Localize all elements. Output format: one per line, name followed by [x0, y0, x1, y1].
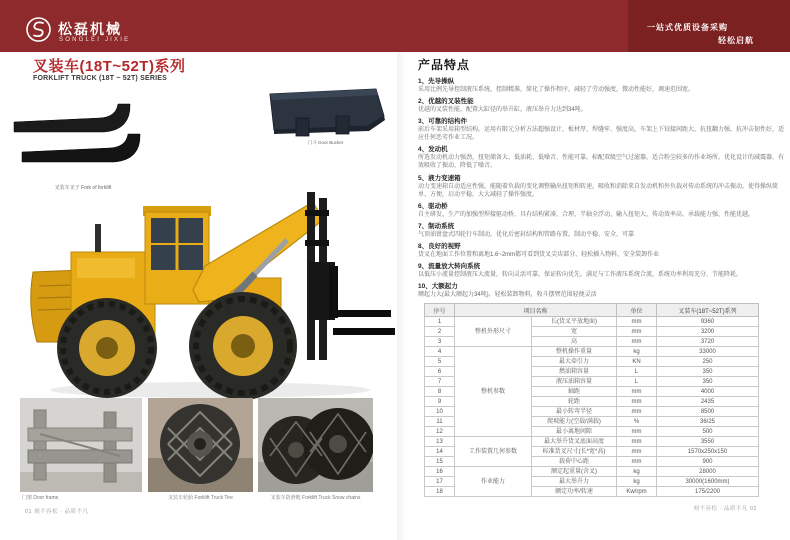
- feature-heading: 10、大额起力: [418, 283, 458, 291]
- spec-unit: L: [617, 377, 657, 387]
- spec-value: 2435: [657, 397, 759, 407]
- spec-table-body: [425, 317, 759, 497]
- feature-body: 前后车架采用箱型结构，运用有限元分析方法超强设计，板材厚、焊缝牢、强度高，车架上下铰接间距大，抗扭翻力强、抗冲击韧性好，适应任何恶劣作业工况。: [418, 127, 785, 142]
- bucket-caption: 门斗 Door Bucket: [307, 140, 343, 145]
- spec-item: 长(货叉平放地面): [532, 317, 617, 327]
- spec-col-header: 序号: [425, 304, 455, 317]
- spec-unit: mm: [617, 447, 657, 457]
- feature-heading: 7、制动系统: [418, 222, 455, 230]
- spec-value: 1570x250x150: [657, 447, 759, 457]
- spec-no: 17: [425, 477, 455, 487]
- spec-no: 18: [425, 487, 455, 497]
- spec-unit: mm: [617, 407, 657, 417]
- brand-name-en: SONGLEI JIXIE: [59, 37, 131, 43]
- feature-body: 货叉在地面工作位置和离地1.6~2mm都可看到货叉尖齿部分，轻松插入物料，安全装卸作业: [418, 251, 660, 258]
- spec-no: 5: [425, 357, 455, 367]
- spec-item: 最大举升货叉底面高度: [532, 437, 617, 447]
- spec-unit: L: [617, 367, 657, 377]
- feature-heading: 8、良好的视野: [418, 242, 461, 250]
- spec-item: 燃油箱容量: [532, 367, 617, 377]
- header-slogan-line2: 轻松启航: [718, 36, 754, 45]
- snow-chains-photo: [258, 398, 373, 492]
- spec-value: 4000: [657, 387, 759, 397]
- spec-value: 9360: [657, 317, 759, 327]
- spec-no: 12: [425, 427, 455, 437]
- spec-unit: mm: [617, 387, 657, 397]
- tire-caption: 叉装车轮胎 Forklift Truck Tire: [168, 495, 233, 501]
- feature-item: [418, 116, 784, 142]
- spec-no: 15: [425, 457, 455, 467]
- spec-value: 900: [657, 457, 759, 467]
- feature-body: 优越的叉装性能，配置大缸径的举升缸，液压举升力达到34吨。: [418, 107, 587, 114]
- spec-group: 整机参数: [455, 347, 532, 437]
- spec-col-header: 单位: [617, 304, 657, 317]
- feature-item: [418, 76, 784, 94]
- spec-row: [425, 347, 759, 357]
- spec-value: 3200: [657, 327, 759, 337]
- page-fold-divider: [397, 52, 406, 540]
- spec-table: [424, 303, 759, 497]
- spec-no: 13: [425, 437, 455, 447]
- spec-group: 整机外形尺寸: [455, 317, 532, 347]
- spec-table-head: [425, 304, 759, 317]
- feature-heading: 5、液力变速箱: [418, 174, 461, 182]
- feature-body: 气顶油钳盘式四轮行车制动，优化后密封结构和管路布置，制动平稳、安全、可靠: [418, 231, 635, 238]
- feature-heading: 2、优越的叉装性能: [418, 98, 474, 106]
- snow-chains-caption: 叉装车防滑链 Forklift Truck Snow chains: [270, 495, 361, 501]
- spec-col-header: 项目名称: [455, 304, 617, 317]
- spec-item: 最大牵引力: [532, 357, 617, 367]
- spec-unit: kg: [617, 477, 657, 487]
- spec-value: 36/25: [657, 417, 759, 427]
- spec-no: 14: [425, 447, 455, 457]
- product-title-en: FORKLIFT TRUCK (18T ~ 52T) SERIES: [33, 75, 167, 82]
- spec-value: 175/2200: [657, 487, 759, 497]
- spec-value: 350: [657, 377, 759, 387]
- spec-item: 轮距: [532, 397, 617, 407]
- feature-heading: 9、流量放大转向系统: [418, 263, 481, 271]
- feature-body: 自主研发、生产的加强型焊接驱动桥，具有结构紧凑、合理、半轴全浮动、输入扭矩大、传动效率高、承载能力强、性能优越。: [418, 211, 755, 218]
- spec-row: [425, 467, 759, 477]
- spec-item: 标准货叉尺寸(长*宽*高): [532, 447, 617, 457]
- feature-heading: 1、先导操纵: [418, 78, 455, 85]
- spec-value: 3550: [657, 437, 759, 447]
- feature-body: 以低压小流量控制液压大流量，转向灵活可靠，保证转向优先，满足与工作液压系统合流，系统功率利用充分，节能降耗。: [418, 272, 743, 279]
- spec-no: 7: [425, 377, 455, 387]
- spec-item: 载荷中心距: [532, 457, 617, 467]
- forklift-machine-photo: [15, 140, 395, 402]
- spec-item: 液压油箱容量: [532, 377, 617, 387]
- spec-no: 4: [425, 347, 455, 357]
- spec-col-header: 叉装车(18T~52T)系列: [657, 304, 759, 317]
- spec-unit: mm: [617, 317, 657, 327]
- spec-value: 250: [657, 357, 759, 367]
- spec-unit: kg: [617, 347, 657, 357]
- header-slogan-line1: 一站式优质设备采购: [647, 23, 728, 32]
- spec-item: 最大举升力: [532, 477, 617, 487]
- spec-unit: Kw/rpm: [617, 487, 657, 497]
- feature-item: [418, 201, 784, 219]
- feature-item: [418, 221, 784, 239]
- spec-item: 宽: [532, 327, 617, 337]
- feature-item: [418, 241, 784, 259]
- door-frame-caption: 门架 Door frame: [22, 495, 59, 501]
- fork-caption: 叉装车叉子 Fork of forklift: [54, 185, 112, 191]
- spec-no: 6: [425, 367, 455, 377]
- spec-group: 工作装置几何参数: [455, 437, 532, 467]
- feature-body: 额起力大(最大额起力34吨)，轻松装卸物料，收斗摆臂范围轻便灵活: [418, 292, 597, 299]
- spec-no: 9: [425, 397, 455, 407]
- spec-value: 33000: [657, 347, 759, 357]
- spec-unit: mm: [617, 337, 657, 347]
- spec-unit: %: [617, 417, 657, 427]
- feature-item: [418, 173, 784, 199]
- feature-heading: 3、可靠的结构件: [418, 118, 468, 126]
- spec-item: 额定功率/转速: [532, 487, 617, 497]
- feature-item: [418, 96, 784, 114]
- spec-no: 11: [425, 417, 455, 427]
- header-band: [0, 0, 790, 52]
- spec-item: 额定起重量(含叉): [532, 467, 617, 477]
- feature-heading: 6、驱动桥: [418, 202, 448, 210]
- spec-row: [425, 317, 759, 327]
- spec-no: 2: [425, 327, 455, 337]
- feature-body: 采用比例先导控制液压系统，控制精准，简化了操作程序，减轻了劳动强度，微动性能好，调速范围宽。: [418, 87, 695, 93]
- spec-value: 350: [657, 367, 759, 377]
- door-frame-photo: [20, 398, 142, 492]
- feature-item: [418, 281, 784, 299]
- spec-unit: kg: [617, 467, 657, 477]
- feature-body: 所选发动机动力强劲，扭矩储备大、低油耗、低噪音、性能可靠。标配双级空气过滤器，适合粉尘较多的作业场所。优化设计的减震器，有效吸收了振动、降低了噪音。: [418, 155, 785, 170]
- brand-name-cn: 松磊机械: [58, 21, 122, 37]
- spec-no: 10: [425, 407, 455, 417]
- spec-value: 8500: [657, 407, 759, 417]
- spec-no: 1: [425, 317, 455, 327]
- feature-heading: 4、发动机: [418, 146, 448, 154]
- spec-value: 3720: [657, 337, 759, 347]
- spec-no: 16: [425, 467, 455, 477]
- spec-no: 3: [425, 337, 455, 347]
- spec-unit: mm: [617, 457, 657, 467]
- spec-group: 作业能力: [455, 467, 532, 497]
- spec-row: [425, 437, 759, 447]
- feature-item: [418, 261, 784, 279]
- features-title: 产品特点: [418, 58, 471, 72]
- brand-logo-icon: [25, 16, 52, 43]
- truck-tire-photo: [148, 398, 253, 492]
- right-page-footer: 刻不容松 · 品质不凡 02: [693, 506, 757, 512]
- spec-item: 最小转弯半径: [532, 407, 617, 417]
- feature-body: 动力变速箱自动适应性强，能随着负载的变化调整输出扭矩和转速，吸收和消除来自发动机和外负载对传动系统的冲击振动，使得操纵简单、方便，启动平稳，大大减轻了操作强度。: [418, 183, 779, 198]
- spec-item: 高: [532, 337, 617, 347]
- spec-unit: KN: [617, 357, 657, 367]
- spec-unit: mm: [617, 427, 657, 437]
- bucket-photo: [258, 86, 393, 138]
- spec-item: 轴距: [532, 387, 617, 397]
- spec-value: 500: [657, 427, 759, 437]
- spec-unit: mm: [617, 327, 657, 337]
- left-page-footer: 01 刻不容松 · 品质不凡: [25, 509, 89, 515]
- feature-list: [418, 74, 784, 299]
- spec-value: 28000: [657, 467, 759, 477]
- spec-item: 最小离地间隙: [532, 427, 617, 437]
- spec-no: 8: [425, 387, 455, 397]
- feature-item: [418, 144, 784, 170]
- spec-item: 爬坡能力(空载/满载): [532, 417, 617, 427]
- spec-item: 整机操作重量: [532, 347, 617, 357]
- spec-value: 30000(1600mm): [657, 477, 759, 487]
- spec-unit: mm: [617, 437, 657, 447]
- spec-unit: mm: [617, 397, 657, 407]
- product-title-cn: 叉装车(18T~52T)系列: [33, 58, 186, 75]
